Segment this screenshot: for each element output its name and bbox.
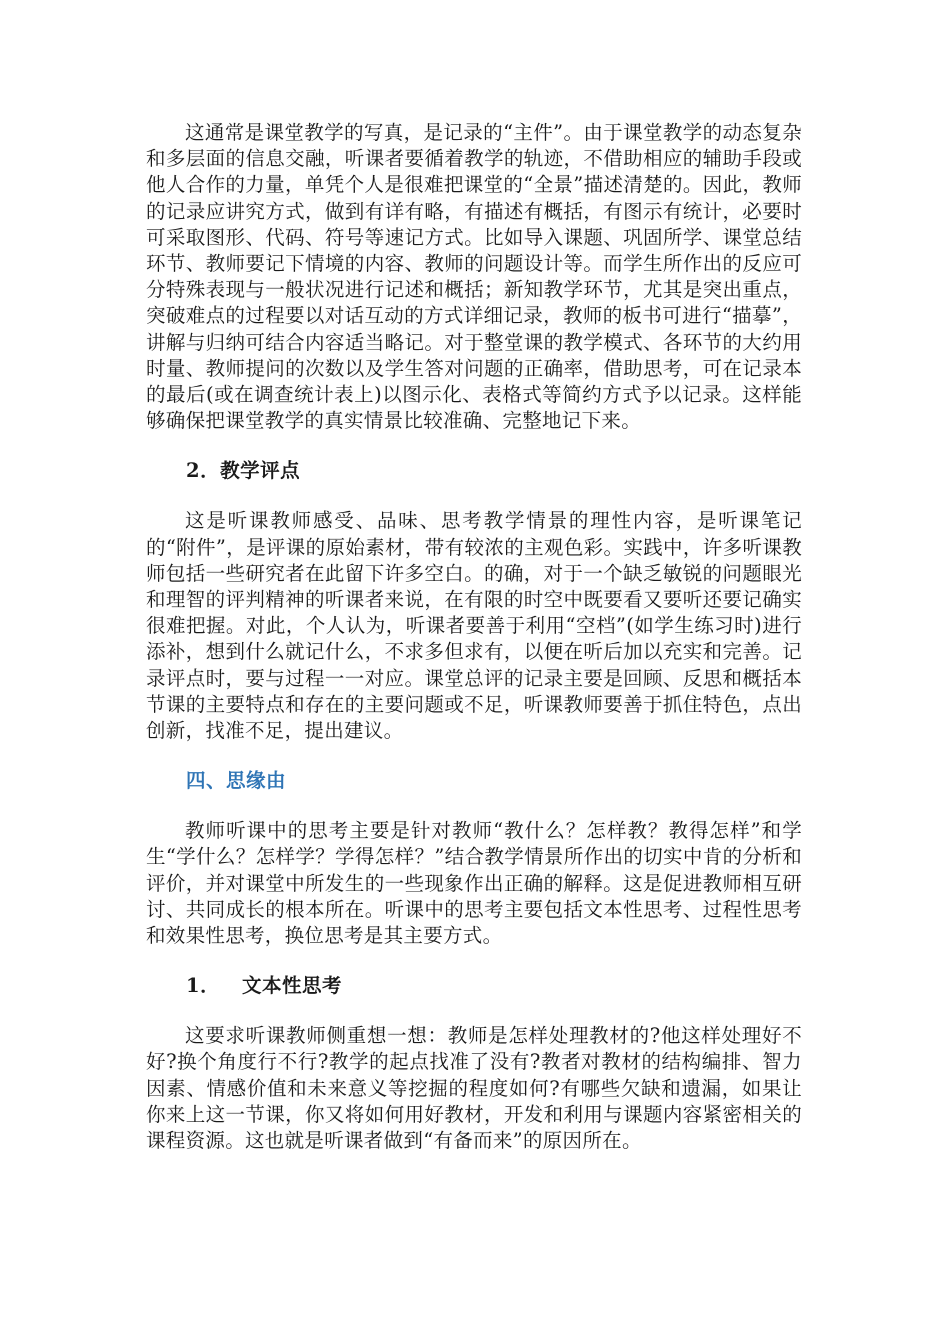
chapter-heading-reasons: 四、思缘由 [186,769,287,793]
section-heading-teaching-review: 2．教学评点 [186,459,301,483]
spacer [146,999,802,1023]
document-page [146,120,802,1154]
paragraph-classroom-record: 这通常是课堂教学的写真，是记录的“主件”。由于课堂教学的动态复杂和多层面的信息交融，听课者要循着教学的轨迹，不借助相应的辅助手段或他人合作的力量，单凭个人是很难把课堂的“全景”描述清楚的。因此，教师的记录应讲究方式，做到有详有略，有描述有概括，有图示有统计，必要时可采取图形、代码、符号等速记方式。比如导入课题、巩固所学、课堂总结环节、教师要记下情境的内容、教师的问题设计等。而学生所作出的反应可分特殊表现与一般状况进行记述和概括；新知教学环节，尤其是突出重点，突破难点的过程要以对话互动的方式详细记录，教师的板书可进行“描摹”，讲解与归纳可结合内容适当略记。对于整堂课的教学模式、各环节的大约用时量、教师提问的次数以及学生答对问题的正确率，借助思考，可在记录本的最后(或在调查统计表上)以图示化、表格式等简约方式予以记录。这样能够确保把课堂教学的真实情景比较准确、完整地记下来。 [146,121,802,433]
paragraph-teaching-review: 这是听课教师感受、品味、思考教学情景的理性内容，是听课笔记的“附件”，是评课的原始素材，带有较浓的主观色彩。实践中，许多听课教师包括一些研究者在此留下许多空白。的确，对于一个缺乏敏锐的问题眼光和理智的评判精神的听课者来说，在有限的时空中既要看又要听还要记确实很难把握。对此，个人认为，听课者要善于利用“空档”(如学生练习时)进行添补，想到什么就记什么，不求多但求有，以便在听后加以充实和完善。记录评点时，要与过程一一对应。课堂总评的记录主要是回顾、反思和概括本节课的主要特点和存在的主要问题或不足，听课教师要善于抓住特色，点出创新，找准不足，提出建议。 [146,509,802,743]
spacer [146,484,802,508]
spacer [146,794,802,818]
spacer [146,744,802,768]
paragraph-textual-thinking: 这要求听课教师侧重想一想：教师是怎样处理教材的?他这样处理好不好?换个角度行不行?教学的起点找准了没有?教者对教材的结构编排、智力因素、情感价值和未来意义等挖掘的程度如何?有哪些欠缺和遗漏，如果让你来上这一节课，你又将如何用好教材，开发和利用与课题内容紧密相关的课程资源。这也就是听课者做到“有备而来”的原因所在。 [146,1024,802,1153]
spacer [146,434,802,458]
heading-number: 1． [186,974,221,998]
heading-text: 文本性思考 [242,974,343,998]
section-heading-textual-thinking [146,973,802,999]
paragraph-thinking-reasons: 教师听课中的思考主要是针对教师“教什么？怎样教？教得怎样”和学生“学什么？怎样学？学得怎样？”结合教学情景所作出的切实中肯的分析和评价，并对课堂中所发生的一些现象作出正确的解释。这是促进教师相互研讨、共同成长的根本所在。听课中的思考主要包括文本性思考、过程性思考和效果性思考，换位思考是其主要方式。 [146,819,802,948]
spacer [146,949,802,973]
